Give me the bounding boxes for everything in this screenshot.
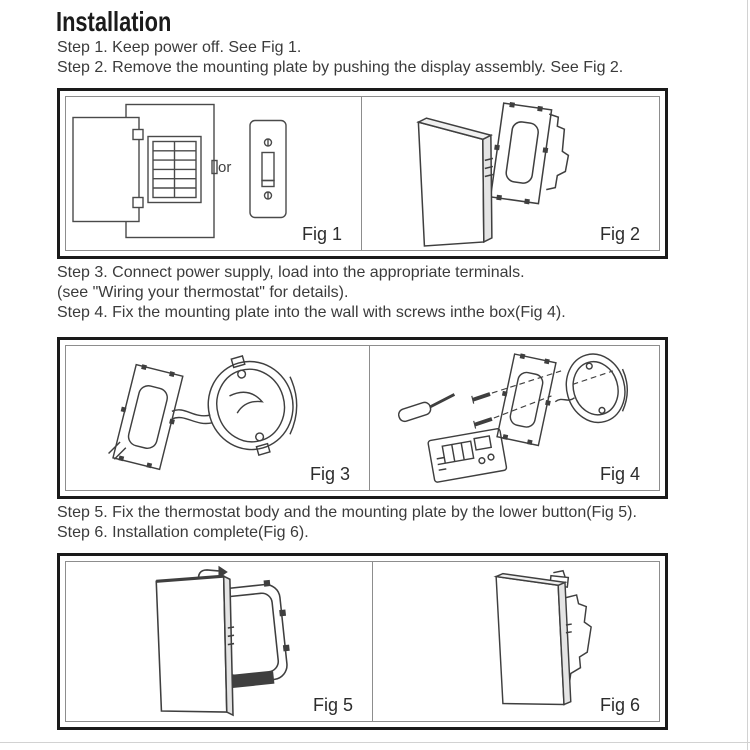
fig1-panel [66, 97, 361, 250]
page-right-edge-line [747, 0, 748, 750]
page-bottom-edge-line [0, 742, 750, 743]
step-2-text: Step 2. Remove the mounting plate by pushing the display assembly. See Fig 2. [57, 59, 624, 76]
or-label: or [218, 159, 232, 176]
fig3-label: Fig 3 [309, 464, 350, 484]
fig6-panel [373, 562, 659, 721]
fig5-label: Fig 5 [312, 695, 353, 715]
intro-steps [57, 38, 623, 78]
fig6-label: Fig 6 [599, 695, 640, 715]
fig4-panel [370, 346, 659, 490]
figure-box-1 [57, 88, 668, 259]
figure-box-3-inner [65, 561, 660, 722]
fig3-panel [66, 346, 369, 490]
step-5-text: Step 5. Fix the thermostat body and the mounting plate by the lower button(Fig 5). [57, 504, 637, 521]
figure-box-1-inner [65, 96, 660, 251]
wiring-note-text: (see "Wiring your thermostat" for details). [57, 284, 349, 301]
step-6-text: Step 6. Installation complete(Fig 6). [57, 524, 309, 541]
figure-box-2 [57, 337, 668, 499]
figure-box-3 [57, 553, 668, 730]
fig5-panel [66, 562, 372, 721]
step-4-text: Step 4. Fix the mounting plate into the wall with screws inthe box(Fig 4). [57, 304, 566, 321]
page-title: Installation [56, 6, 172, 37]
step-3-text: Step 3. Connect power supply, load into the appropriate terminals. [57, 264, 525, 281]
fig2-panel [362, 97, 659, 250]
fig1-label: Fig 1 [301, 224, 342, 244]
fig2-label: Fig 2 [599, 224, 640, 244]
late-steps [57, 503, 637, 543]
step-1-text: Step 1. Keep power off. See Fig 1. [57, 39, 302, 56]
figure-box-2-inner [65, 345, 660, 491]
fig4-label: Fig 4 [599, 464, 640, 484]
mid-steps [57, 263, 566, 323]
